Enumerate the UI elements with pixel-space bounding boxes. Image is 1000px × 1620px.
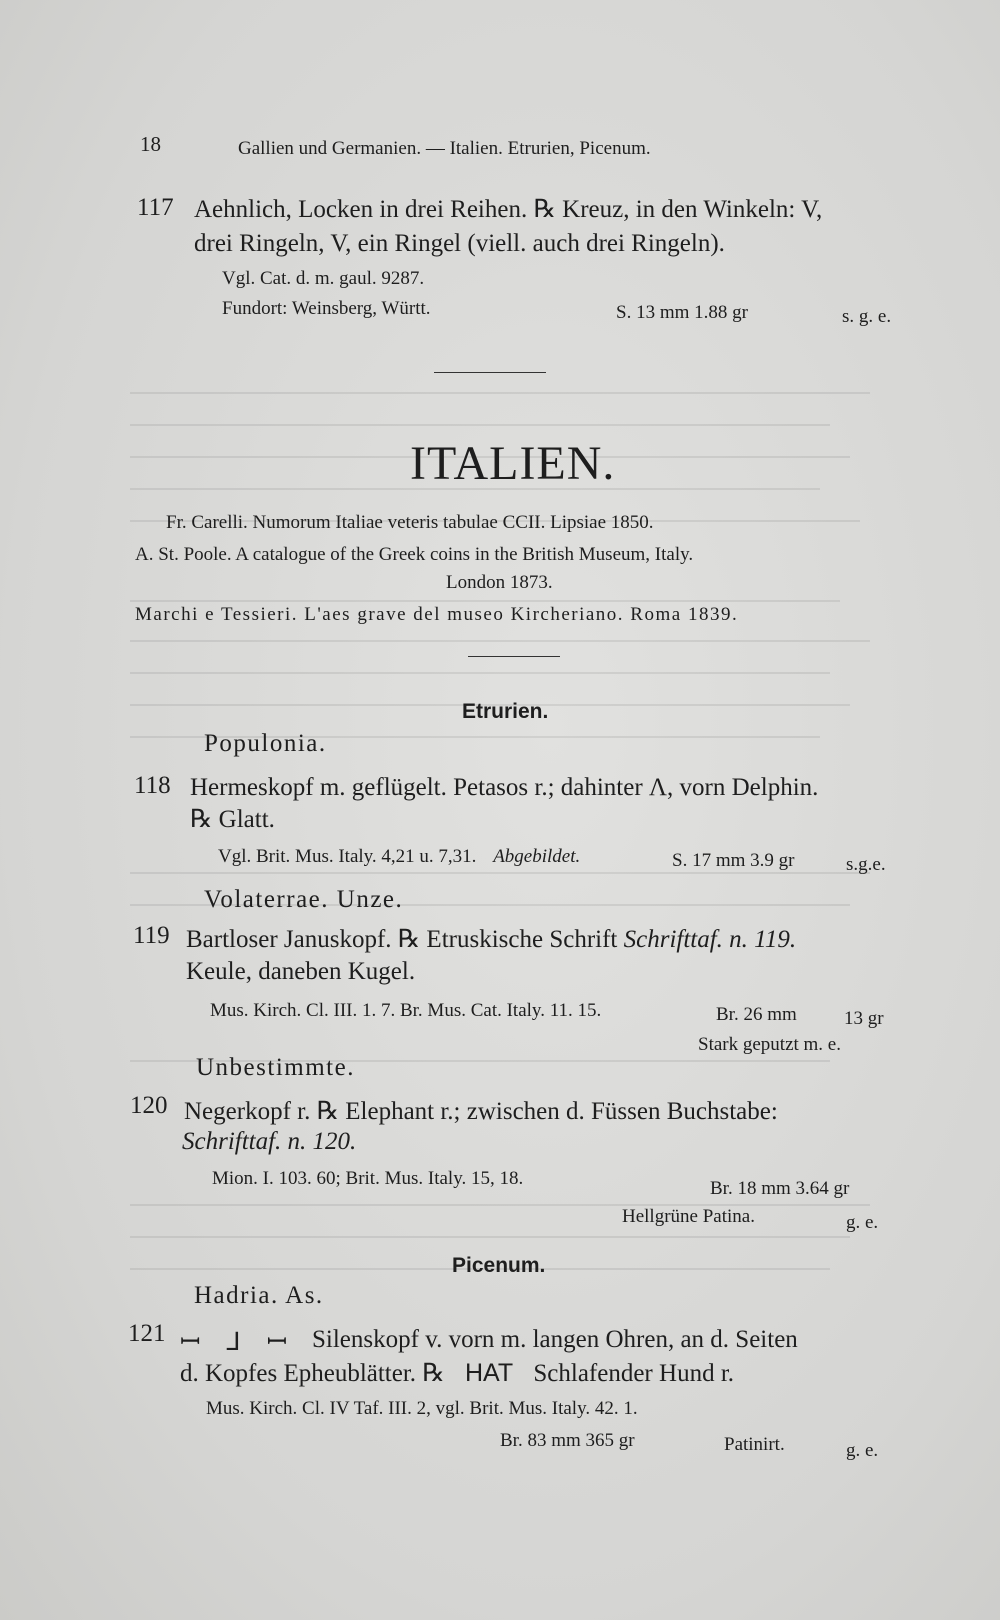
mint-heading: Hadria. As. <box>194 1282 324 1309</box>
entry-text: Silenskopf v. vorn m. langen Ohren, an d. Seiten <box>312 1326 798 1353</box>
illustrated-note: Abgebildet. <box>493 846 581 867</box>
separator-rule <box>434 372 546 373</box>
entry-text: drei Ringeln, V, ein Ringel (viell. auch drei Ringeln). <box>194 230 725 257</box>
hat-legend: HAT <box>464 1359 514 1387</box>
entry-number: 119 <box>133 922 170 949</box>
metal-size-weight: S. 17 mm 3.9 gr <box>672 850 795 871</box>
page-number: 18 <box>140 132 161 156</box>
grade: s.g.e. <box>846 854 886 875</box>
fundort: Fundort: Weinsberg, Württ. <box>222 298 431 319</box>
entry-text: Negerkopf r. ℞ Elephant r.; zwischen d. Füssen Buchstabe: <box>184 1098 778 1125</box>
reference: Vgl. Cat. d. m. gaul. 9287. <box>222 268 425 289</box>
bibliography-entry: London 1873. <box>446 572 553 593</box>
running-title: Gallien und Germanien. — Italien. Etrurien, Picenum. <box>238 138 651 159</box>
entry-text: ℞ Glatt. <box>190 806 275 833</box>
reference: Mion. I. 103. 60; Brit. Mus. Italy. 15, 18. <box>212 1168 524 1189</box>
script-plate-ref: Schrifttaf. n. 120. <box>182 1128 357 1155</box>
entry-number: 117 <box>137 194 174 221</box>
patina-note: Hellgrüne Patina. <box>622 1206 755 1227</box>
script-plate-ref: Schrifttaf. n. 119. <box>623 926 797 953</box>
mint-heading: Populonia. <box>204 730 327 757</box>
entry-number: 120 <box>130 1092 168 1119</box>
condition-note: Stark geputzt m. e. <box>698 1034 841 1055</box>
separator-rule <box>468 656 560 657</box>
grade: g. e. <box>846 1440 879 1461</box>
bibliography-entry: Marchi e Tessieri. L'aes grave del museo Kircheriano. Roma 1839. <box>135 604 739 625</box>
patina-note: Patinirt. <box>724 1434 785 1455</box>
entry-text: Aehnlich, Locken in drei Reihen. ℞ Kreuz, in den Winkeln: V, <box>194 196 823 223</box>
subsection-heading: Picenum. <box>452 1254 546 1277</box>
grade: s. g. e. <box>842 306 892 327</box>
metal-size-weight: Br. 83 mm 365 gr <box>500 1430 635 1451</box>
grade: g. e. <box>846 1212 879 1233</box>
entry-number: 121 <box>128 1320 166 1347</box>
reference: Vgl. Brit. Mus. Italy. 4,21 u. 7,31. Abgebildet. <box>218 846 581 867</box>
mint-heading: Unbestimmte. <box>196 1054 355 1081</box>
reference: Mus. Kirch. Cl. IV Taf. III. 2, vgl. Brit. Mus. Italy. 42. 1. <box>206 1398 638 1419</box>
weight: 13 gr <box>844 1008 884 1029</box>
entry-text: Keule, daneben Kugel. <box>186 958 416 985</box>
entry-text: Hermeskopf m. geflügelt. Petasos r.; dahinter Λ, vorn Delphin. <box>190 774 819 801</box>
metal-size-weight: S. 13 mm 1.88 gr <box>616 302 748 323</box>
metal-size: Br. 26 mm <box>716 1004 797 1025</box>
metal-size-weight: Br. 18 mm 3.64 gr <box>710 1178 850 1199</box>
entry-text: Bartloser Januskopf. ℞ Etruskische Schrift Schrifttaf. n. 119. <box>186 926 797 953</box>
mint-heading: Volaterrae. Unze. <box>204 886 404 913</box>
reference: Mus. Kirch. Cl. III. 1. 7. Br. Mus. Cat. Italy. 11. 15. <box>210 1000 602 1021</box>
entry-number: 118 <box>134 772 171 799</box>
entry-text: d. Kopfes Epheublätter. ℞ HAT Schlafender Hund r. <box>180 1359 735 1387</box>
bibliography-entry: Fr. Carelli. Numorum Italiae veteris tabulae CCII. Lipsiae 1850. <box>166 512 654 533</box>
bibliography-entry: A. St. Poole. A catalogue of the Greek coins in the British Museum, Italy. <box>135 544 694 565</box>
section-heading: ITALIEN. <box>410 437 616 490</box>
subsection-heading: Etrurien. <box>462 700 549 723</box>
reverse-symbol: ℞ <box>533 196 556 223</box>
etruscan-letters: ꟷ ⅃ ꟷ <box>180 1329 298 1356</box>
